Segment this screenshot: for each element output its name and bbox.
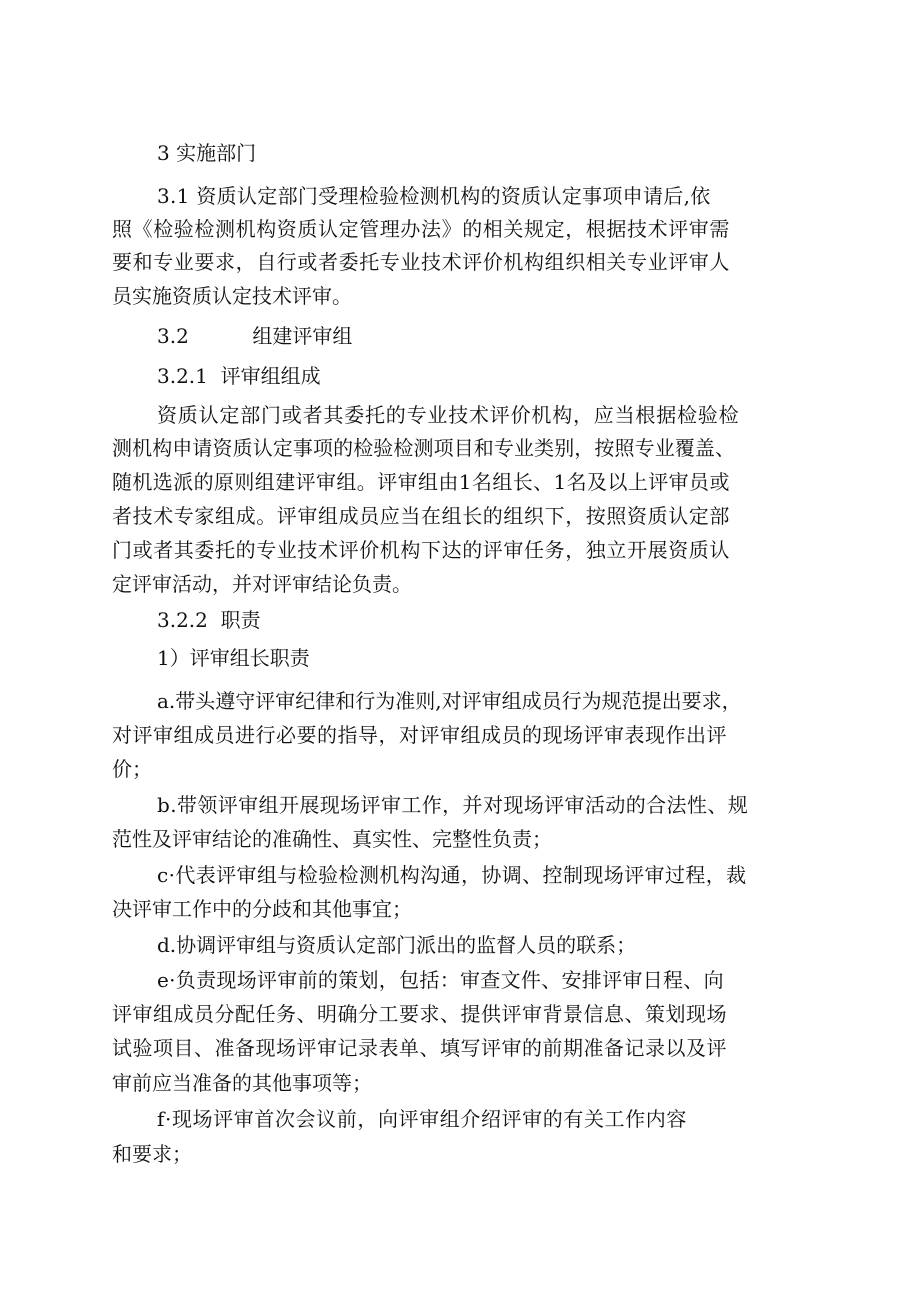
paragraph-line: 随机选派的原则组建评审组。评审组由1名组长、1名及以上评审员或 [112, 470, 730, 494]
list-item-line: 价； [112, 757, 152, 781]
list-item-line: 评审组成员分配任务、明确分工要求、提供评审背景信息、策划现场 [112, 1002, 727, 1026]
list-item-line: 和要求； [112, 1142, 192, 1166]
paragraph-line: 测机构申请资质认定事项的检验检测项目和专业类别，按照专业覆盖、 [112, 436, 736, 460]
list-item-line: 决评审工作中的分歧和其他事宜； [112, 897, 412, 921]
paragraph-line: 门或者其委托的专业技术评价机构下达的评审任务，独立开展资质认 [112, 538, 730, 562]
section-heading: 3.2 组建评审组 [157, 324, 353, 348]
list-item-line: c·代表评审组与检验检测机构沟通，协调、控制现场评审过程，裁 [157, 863, 747, 887]
section-heading: 3 实施部门 [157, 141, 257, 165]
list-item-line: 对评审组成员进行必要的指导，对评审组成员的现场评审表现作出评 [112, 723, 727, 747]
paragraph-line: 者技术专家组成。评审组成员应当在组长的组织下，按照资质认定部 [112, 504, 730, 528]
list-item-line: a.带头遵守评审纪律和行为准则,对评审组成员行为规范提出要求， [157, 689, 742, 713]
list-item-line: e·负责现场评审前的策划，包括：审查文件、安排评审日程、向 [157, 968, 724, 992]
paragraph-line: 定评审活动，并对评审结论负责。 [112, 572, 412, 596]
paragraph-line: 资质认定部门或者其委托的专业技术评价机构，应当根据检验检 [157, 403, 740, 427]
subsection-heading: 3.2.1 评审组组成 [157, 364, 321, 388]
paragraph-line: 照《检验检测机构资质认定管理办法》的相关规定，根据技术评审需 [112, 217, 730, 241]
list-item-line: 审前应当准备的其他事项等； [112, 1071, 372, 1095]
list-heading: 1）评审组长职责 [157, 646, 310, 670]
paragraph-line: 要和专业要求，自行或者委托专业技术评价机构组织相关专业评审人 [112, 250, 730, 274]
list-item-line: b.带领评审组开展现场评审工作，并对现场评审活动的合法性、规 [157, 793, 749, 817]
list-item-line: 试验项目、准备现场评审记录表单、填写评审的前期准备记录以及评 [112, 1036, 727, 1060]
list-item-line: f·现场评审首次会议前，向评审组介绍评审的有关工作内容 [157, 1107, 687, 1131]
subsection-heading: 3.2.2 职责 [157, 608, 261, 632]
paragraph-line: 3.1 资质认定部门受理检验检测机构的资质认定事项申请后,依 [157, 184, 711, 208]
list-item-line: d.协调评审组与资质认定部门派出的监督人员的联系； [157, 933, 637, 957]
paragraph-line: 员实施资质认定技术评审。 [112, 284, 352, 308]
list-item-line: 范性及评审结论的准确性、真实性、完整性负责； [112, 827, 552, 851]
